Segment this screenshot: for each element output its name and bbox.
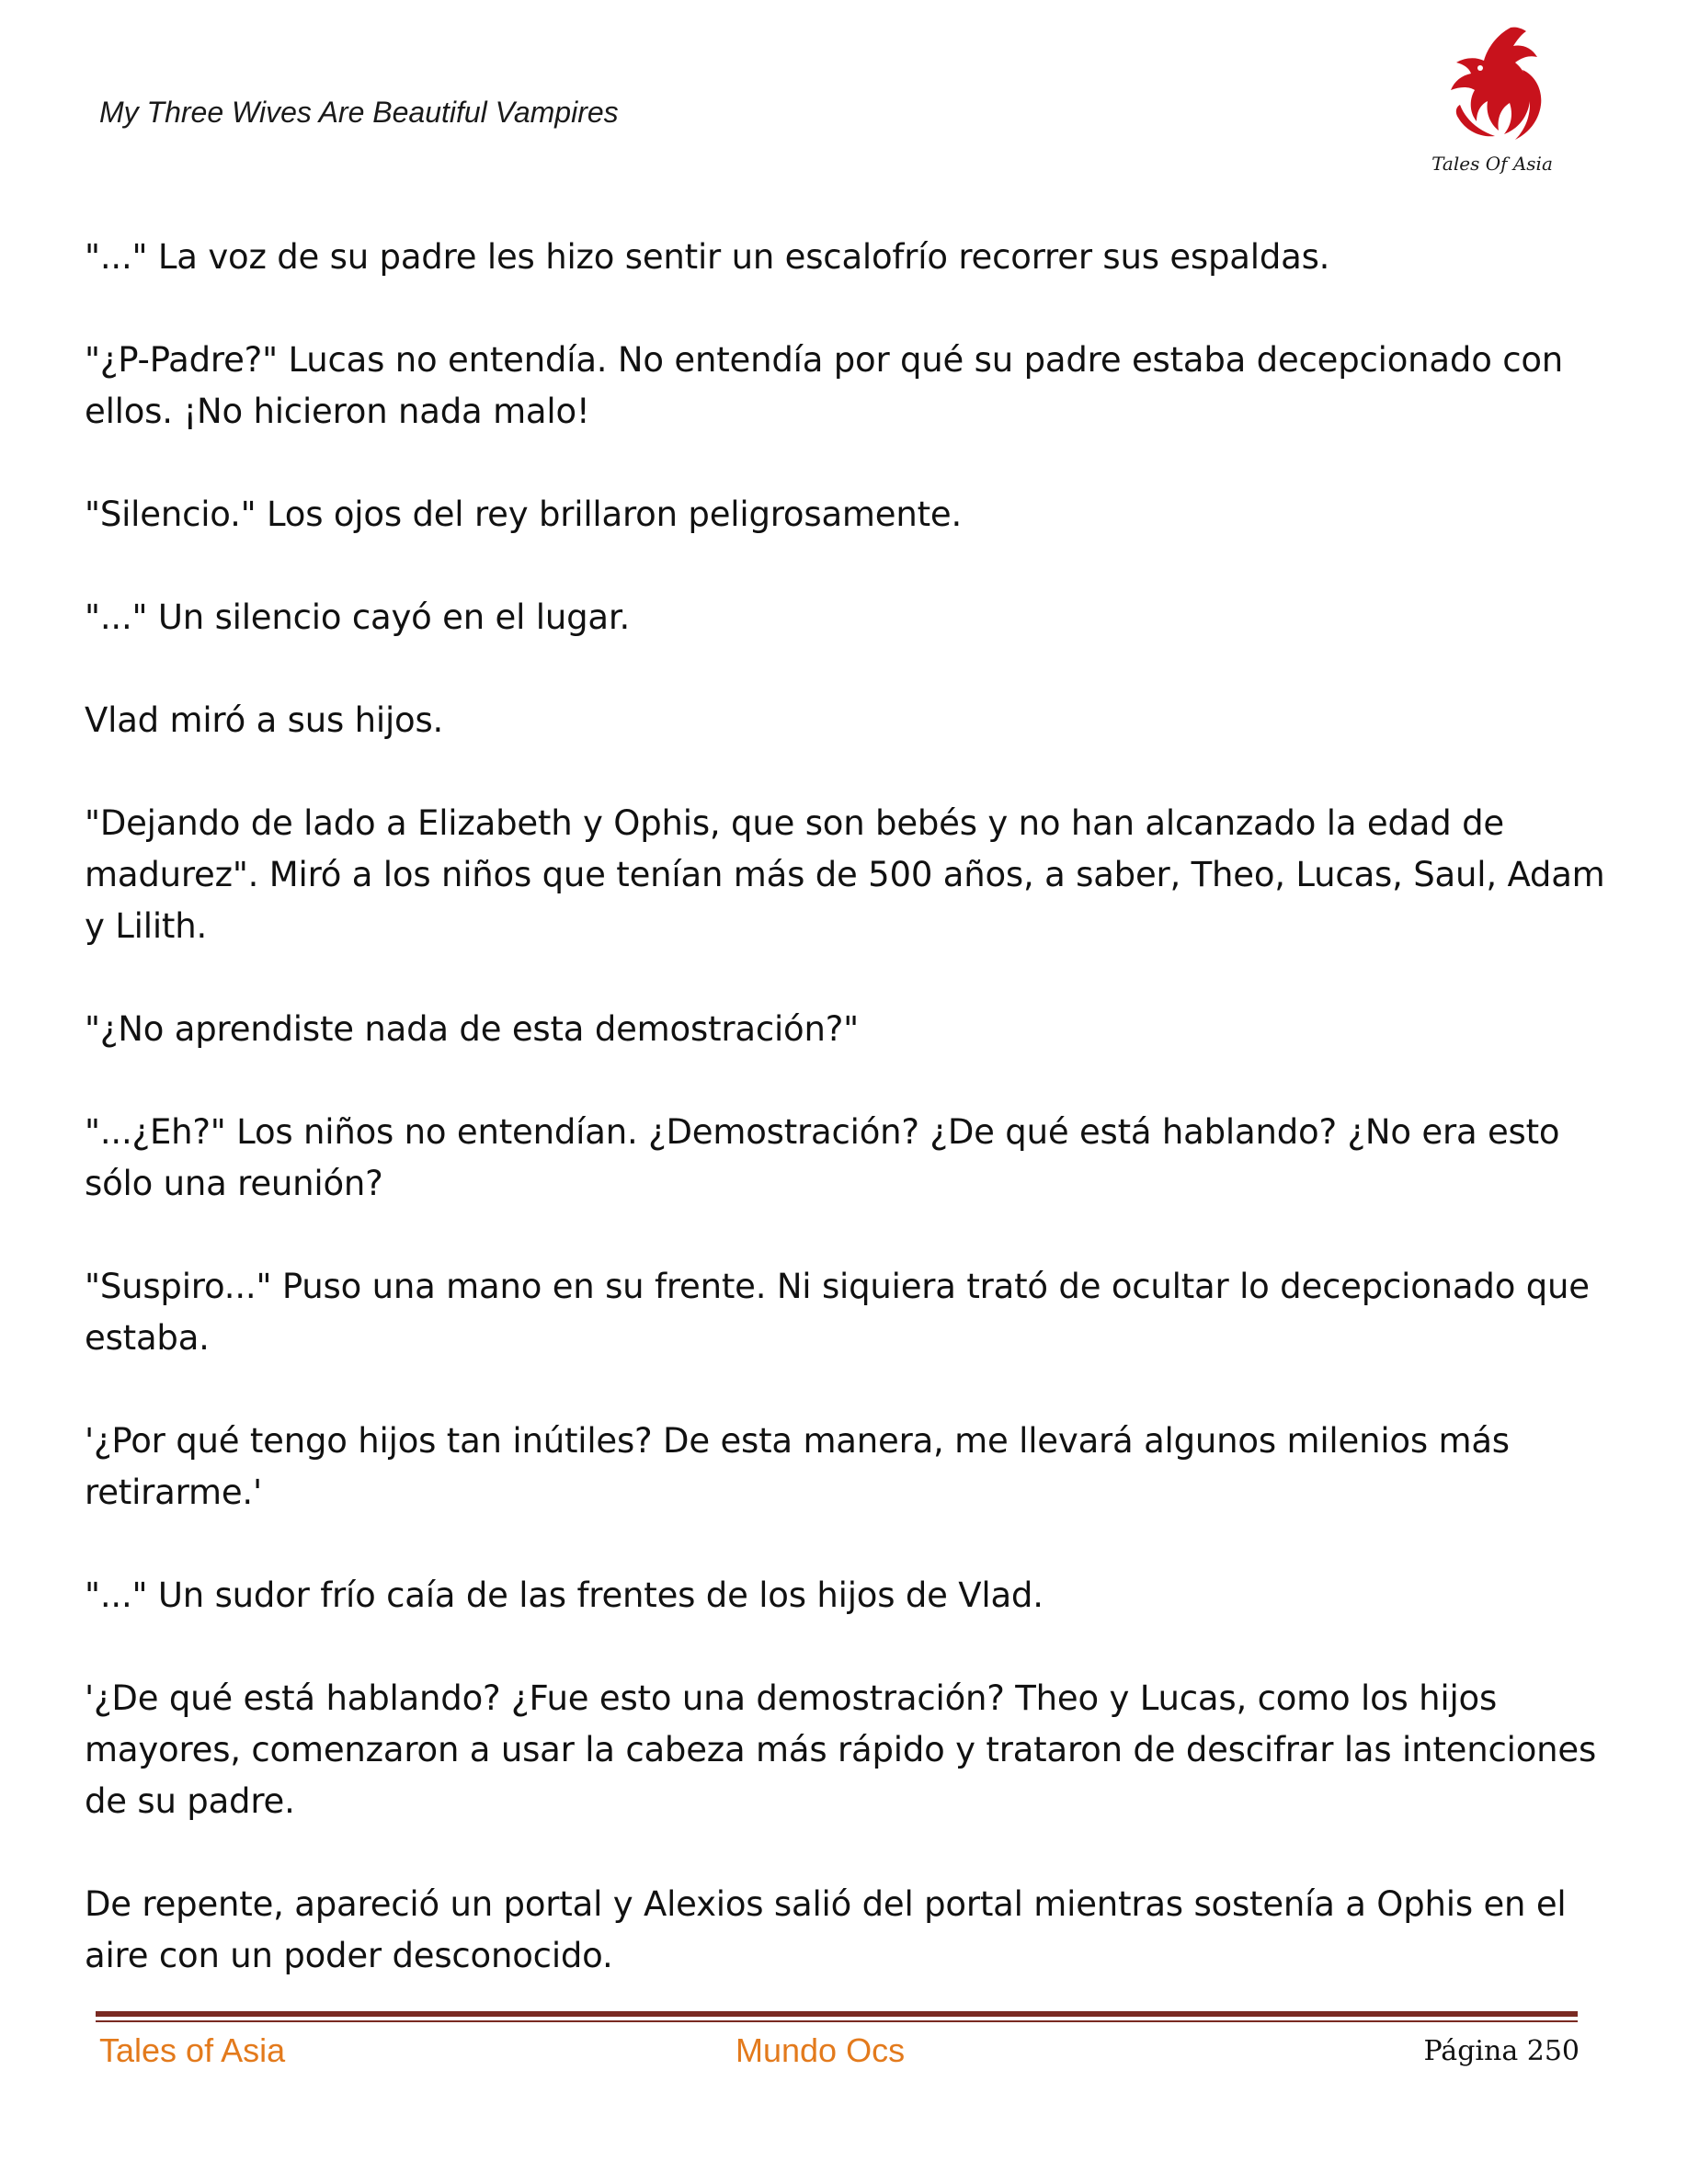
logo-text: Tales Of Asia [1431,153,1553,175]
page-number: Página 250 [1423,2035,1580,2067]
paragraph: Vlad miró a sus hijos. [85,700,444,740]
paragraph: De repente, apareció un portal y Alexios salió del portal mientras sostenía a Ophis en el aire con un poder desconocido. [85,1884,1567,1975]
chapter-body [85,232,1611,2033]
paragraph: '¿Por qué tengo hijos tan inútiles? De esta manera, me llevará algunos milenios más retirarme.' [85,1421,1510,1512]
footer-publisher: Tales of Asia [99,2031,286,2069]
paragraph: "..." La voz de su padre les hizo sentir un escalofrío recorrer sus espaldas. [85,237,1330,277]
paragraph: "¿P-Padre?" Lucas no entendía. No entendía por qué su padre estaba decepcionado con ellos. ¡No hicieron nada malo! [85,340,1564,431]
book-title: My Three Wives Are Beautiful Vampires [99,96,619,129]
paragraph: '¿De qué está hablando? ¿Fue esto una demostración? Theo y Lucas, como los hijos mayores, comenzaron a usar la cabeza más rápido y trataron de descifrar las intenciones de su padre. [85,1678,1597,1821]
publisher-logo [1423,17,1561,182]
red-dragon-icon [1423,17,1561,154]
footer-section: Mundo Ocs [736,2031,906,2069]
paragraph: "Suspiro..." Puso una mano en su frente. Ni siquiera trató de ocultar lo decepcionado que estaba. [85,1267,1590,1358]
paragraph: "Dejando de lado a Elizabeth y Ophis, que son bebés y no han alcanzado la edad de madurez". Miró a los niños que tenían más de 500 años, a saber, Theo, Lucas, Saul, Adam y Lilith. [85,803,1605,946]
footer-divider-thin [96,2020,1578,2022]
paragraph: "...¿Eh?" Los niños no entendían. ¿Demostración? ¿De qué está hablando? ¿No era esto sólo una reunión? [85,1112,1560,1203]
paragraph: "..." Un sudor frío caía de las frentes de los hijos de Vlad. [85,1575,1044,1615]
footer-divider [96,2011,1578,2017]
paragraph: "Silencio." Los ojos del rey brillaron peligrosamente. [85,495,963,534]
paragraph: "..." Un silencio cayó en el lugar. [85,597,631,637]
paragraph: "¿No aprendiste nada de esta demostración?" [85,1009,859,1049]
